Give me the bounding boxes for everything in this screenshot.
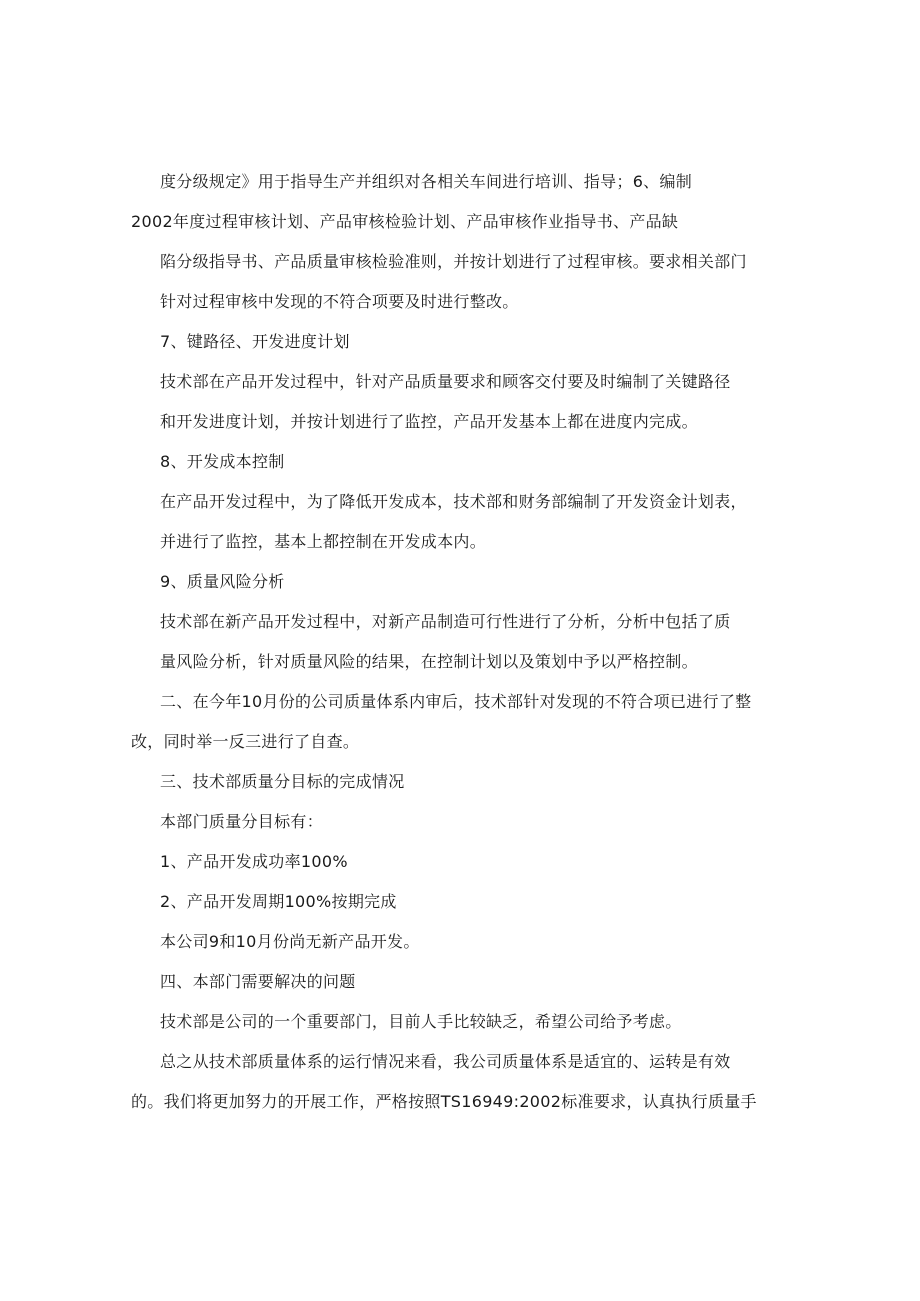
list-item: 2、产品开发周期100%按期完成: [160, 892, 397, 911]
text-line: 和开发进度计划，并按计划进行了监控，产品开发基本上都在进度内完成。: [160, 412, 698, 431]
list-item: 1、产品开发成功率100%: [160, 852, 348, 871]
text-line: 二、在今年10月份的公司质量体系内审后，技术部针对发现的不符合项已进行了整: [160, 692, 752, 711]
text-line: 并进行了监控，基本上都控制在开发成本内。: [160, 532, 487, 551]
text-line: 技术部在产品开发过程中，针对产品质量要求和顾客交付要及时编制了关键路径: [160, 372, 731, 391]
text-line: 度分级规定》用于指导生产并组织对各相关车间进行培训、指导；6、编制: [160, 172, 693, 191]
text-line: 本公司9和10月份尚无新产品开发。: [160, 932, 420, 951]
section-heading: 7、键路径、开发进度计划: [160, 332, 350, 351]
text-line: 在产品开发过程中，为了降低开发成本，技术部和财务部编制了开发资金计划表，: [160, 492, 747, 511]
text-line: 本部门质量分目标有：: [160, 812, 324, 831]
text-line: 技术部是公司的一个重要部门，目前人手比较缺乏，希望公司给予考虑。: [160, 1012, 682, 1031]
text-line: 技术部在新产品开发过程中，对新产品制造可行性进行了分析，分析中包括了质: [160, 612, 731, 631]
section-heading: 四、本部门需要解决的问题: [160, 972, 356, 991]
text-line: 改，同时举一反三进行了自查。: [131, 732, 360, 751]
text-line: 陷分级指导书、产品质量审核检验准则，并按计划进行了过程审核。要求相关部门: [160, 252, 747, 271]
section-heading: 8、开发成本控制: [160, 452, 285, 471]
section-heading: 9、质量风险分析: [160, 572, 285, 591]
text-line: 2002年度过程审核计划、产品审核检验计划、产品审核作业指导书、产品缺: [131, 212, 679, 231]
text-line: 量风险分析，针对质量风险的结果，在控制计划以及策划中予以严格控制。: [160, 652, 698, 671]
text-line: 针对过程审核中发现的不符合项要及时进行整改。: [160, 292, 519, 311]
text-line: 总之从技术部质量体系的运行情况来看，我公司质量体系是适宜的、运转是有效: [160, 1052, 731, 1071]
section-heading: 三、技术部质量分目标的完成情况: [160, 772, 405, 791]
text-line: 的。我们将更加努力的开展工作，严格按照TS16949:2002标准要求，认真执行质量手: [131, 1092, 757, 1111]
